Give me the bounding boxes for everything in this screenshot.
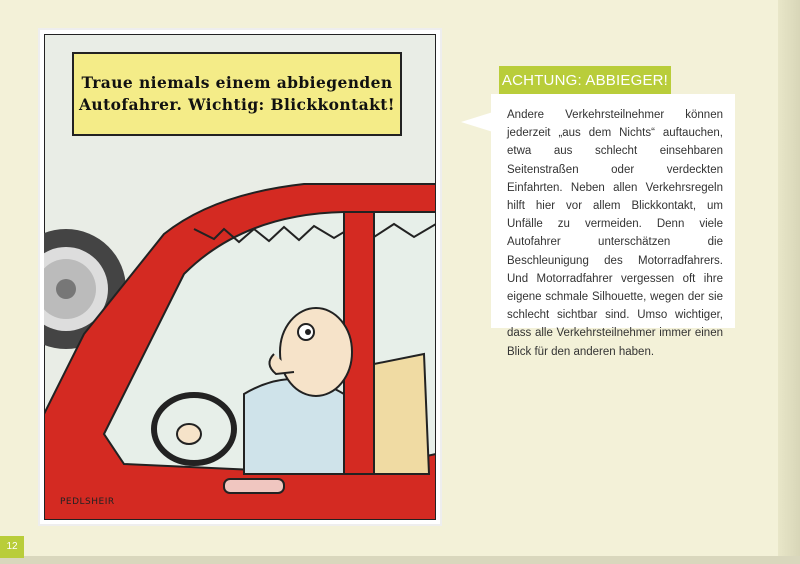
cartoon-caption-box	[72, 52, 402, 136]
car-seat	[374, 354, 429, 474]
page-edge	[778, 0, 800, 564]
speech-pointer	[461, 112, 493, 132]
artist-signature: PEDLSHEIR	[60, 497, 115, 507]
info-body: Andere Verkehrsteilnehmer können jederzeit „aus dem Nichts“ auftauchen, etwa aus schlecht einsehbaren Seitenstraßen oder verdeckten Einfahrten. Neben allen Verkehrsregeln hilft hier vor allem Blickkontakt, um Unfälle zu vermeiden. Denn viele Autofahrer unterschätzen die Beschleunigung des Motorradfahrers. Und Motorradfahrer vergessen oft ihre eigene schmale Silhouette, wegen der sie schlecht sichtbar sind. Umso wichtiger, dass alle Verkehrsteilnehmer immer einen Blick für den anderen haben.	[507, 109, 723, 358]
page-number: 12	[0, 536, 24, 558]
page-bottom-edge	[0, 556, 800, 564]
cartoon-caption: Traue niemals einem abbiegenden Autofahrer. Wichtig: Blickkontakt!	[79, 73, 395, 114]
info-heading: ACHTUNG: ABBIEGER!	[499, 66, 671, 96]
info-textbox	[491, 94, 735, 358]
